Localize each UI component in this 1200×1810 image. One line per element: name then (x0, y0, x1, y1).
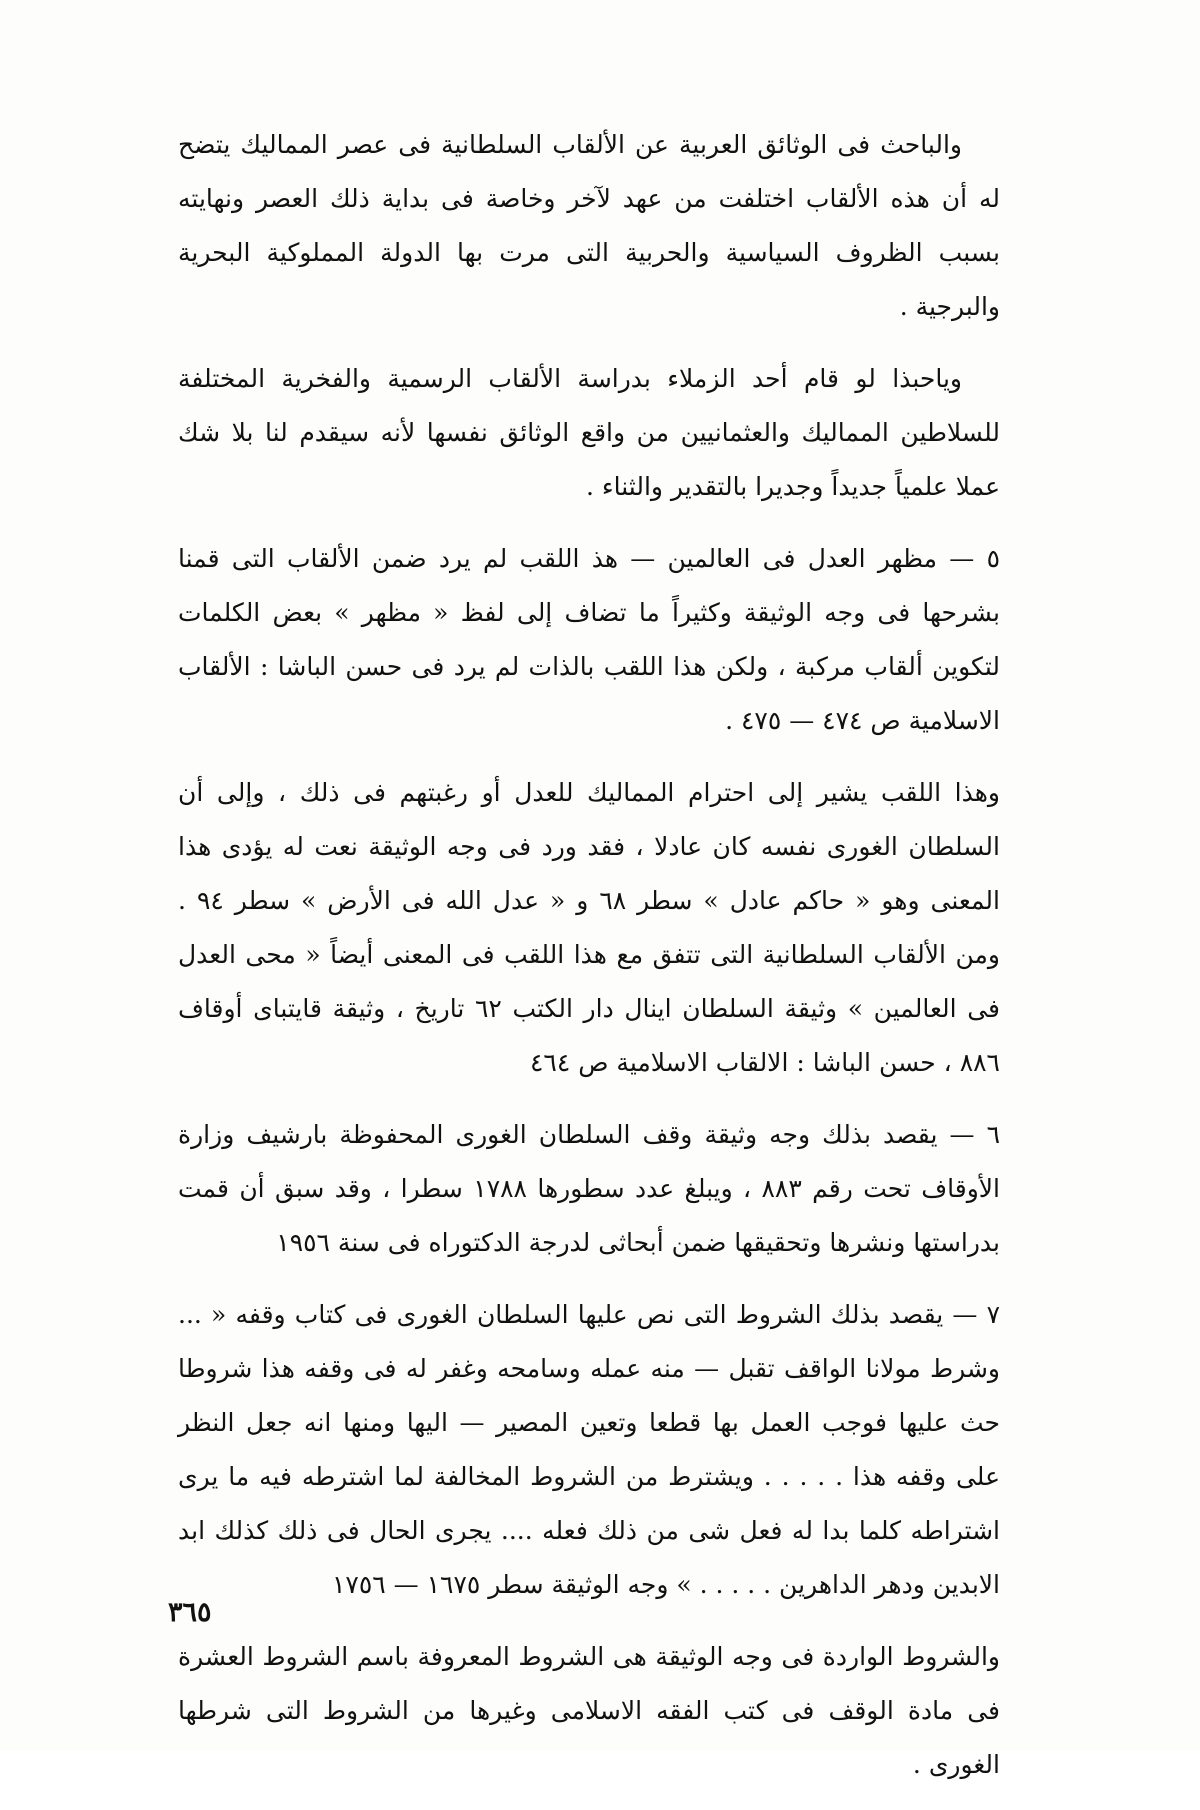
paragraph-1: والباحث فى الوثائق العربية عن الألقاب السلطانية فى عصر المماليك يتضح له أن هذه الألقاب اختلفت من عهد لآخر وخاصة فى بداية ذلك العصر ونهايته بسبب الظروف السياسية والحربية التى مرت بها الدولة المملوكية البحرية والبرجية . (178, 130, 1000, 321)
text-column (178, 118, 1000, 1810)
footnote-6: ٦ — يقصد بذلك وجه وثيقة وقف السلطان الغورى المحفوظة بارشيف وزارة الأوقاف تحت رقم ٨٨٣ ، ويبلغ عدد سطورها ١٧٨٨ سطرا ، وقد سبق أن قمت بدراستها ونشرها وتحقيقها ضمن أبحاثى لدرجة الدكتوراه فى سنة ١٩٥٦ (178, 1120, 1000, 1257)
paragraph-2: وياحبذا لو قام أحد الزملاء بدراسة الألقاب الرسمية والفخرية المختلفة للسلاطين المماليك والعثمانيين من واقع الوثائق نفسها لأنه سيقدم لنا بلا شك عملا علمياً جديداً وجديرا بالتقدير والثناء . (178, 364, 1000, 501)
footnote-7: ٧ — يقصد بذلك الشروط التى نص عليها السلطان الغورى فى كتاب وقفه « ... وشرط مولانا الواقف تقبل — منه عمله وسامحه وغفر له فى وقفه هذا شروطا حث عليها فوجب العمل بها قطعا وتعين المصير — اليها ومنها انه جعل النظر على وقفه هذا . . . . . ويشترط من الشروط المخالفة لما اشترطه فيه ما يرى اشتراطه كلما بدا له فعل شى من ذلك فعله .... يجرى الحال فى ذلك كذلك ابد الابدين ودهر الداهرين . . . . . » وجه الوثيقة سطر ١٦٧٥ — ١٧٥٦ (178, 1300, 1000, 1599)
footnote-7-continuation: والشروط الواردة فى وجه الوثيقة هى الشروط المعروفة باسم الشروط العشرة فى مادة الوقف فى كتب الفقه الاسلامى وغيرها من الشروط التى شرطها الغورى . (178, 1642, 1000, 1779)
footnote-5-continuation: وهذا اللقب يشير إلى احترام المماليك للعدل أو رغبتهم فى ذلك ، وإلى أن السلطان الغورى نفسه كان عادلا ، فقد ورد فى وجه الوثيقة نعت له يؤدى هذا المعنى وهو « حاكم عادل » سطر ٦٨ و « عدل الله فى الأرض » سطر ٩٤ . ومن الألقاب السلطانية التى تتفق مع هذا اللقب فى المعنى أيضاً « محى العدل فى العالمين » وثيقة السلطان اينال دار الكتب ٦٢ تاريخ ، وثيقة قايتباى أوقاف ٨٨٦ ، حسن الباشا : الالقاب الاسلامية ص ٤٦٤ (178, 778, 1000, 1077)
page-number: ٣٦٥ (168, 1597, 212, 1628)
footnote-5: ٥ — مظهر العدل فى العالمين — هذ اللقب لم يرد ضمن الألقاب التى قمنا بشرحها فى وجه الوثيقة وكثيراً ما تضاف إلى لفظ « مظهر » بعض الكلمات لتكوين ألقاب مركبة ، ولكن هذا اللقب بالذات لم يرد فى حسن الباشا : الألقاب الاسلامية ص ٤٧٤ — ٤٧٥ . (178, 544, 1000, 735)
